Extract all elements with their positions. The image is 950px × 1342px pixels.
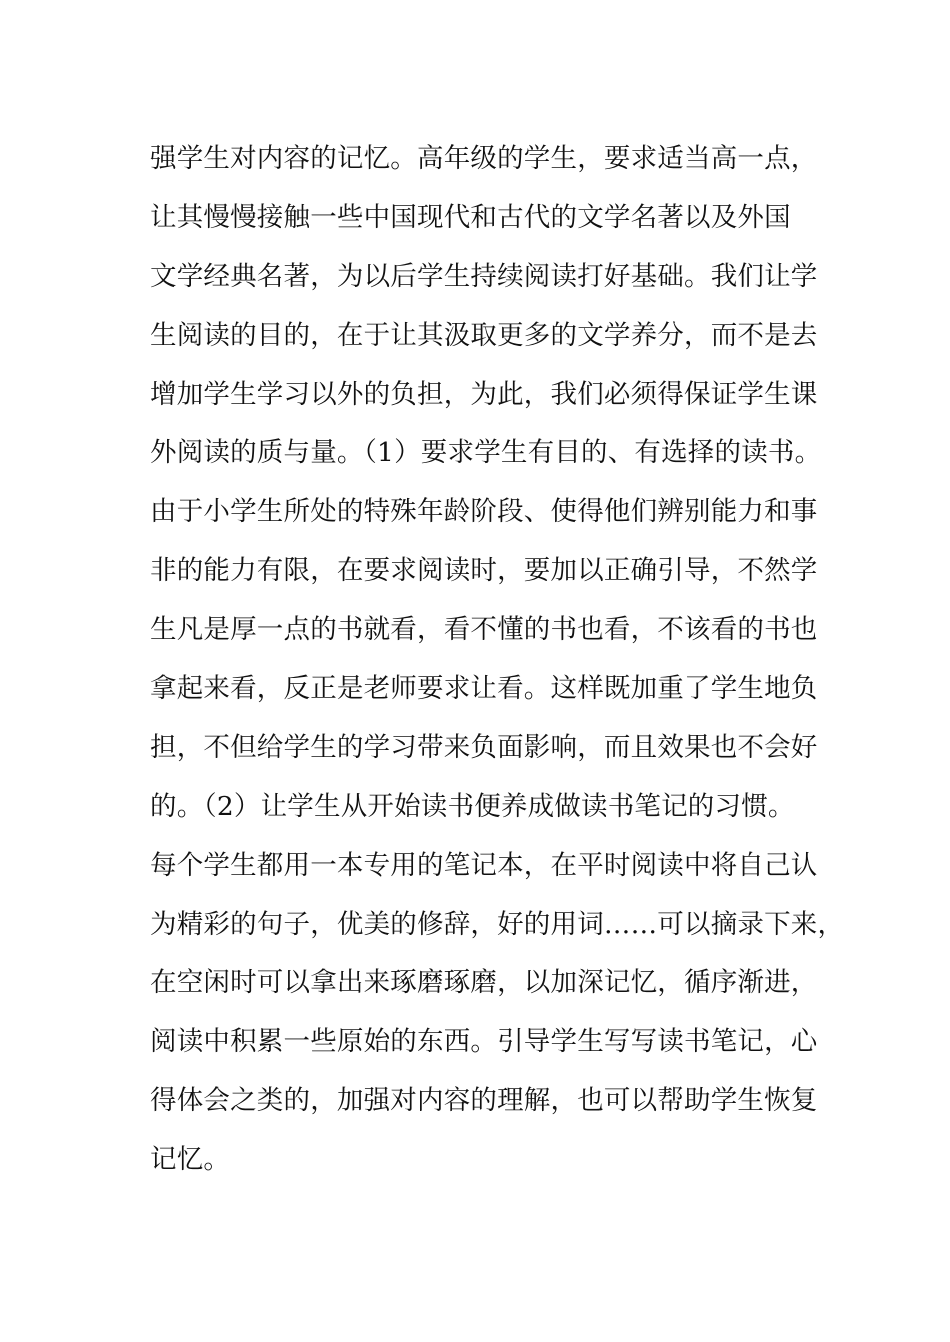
text-line-9: 生凡是厚一点的书就看，看不懂的书也看，不该看的书也 bbox=[150, 614, 818, 646]
text-line-11: 担，不但给学生的学习带来负面影响，而且效果也不会好 bbox=[150, 731, 818, 763]
text-line-10: 拿起来看，反正是老师要求让看。这样既加重了学生地负 bbox=[150, 673, 818, 705]
text-line-18: 记忆。 bbox=[150, 1144, 231, 1176]
text-line-6: 外阅读的质与量。（1）要求学生有目的、有选择的读书。 bbox=[150, 437, 822, 469]
text-line-3: 文学经典名著，为以后学生持续阅读打好基础。我们让学 bbox=[150, 260, 818, 292]
text-line-1: 强学生对内容的记忆。高年级的学生，要求适当高一点， bbox=[150, 143, 818, 174]
text-line-17: 得体会之类的，加强对内容的理解，也可以帮助学生恢复 bbox=[150, 1085, 818, 1117]
text-line-13: 每个学生都用一本专用的笔记本，在平时阅读中将自己认 bbox=[150, 849, 818, 881]
text-line-12: 的。（2）让学生从开始读书便养成做读书笔记的习惯。 bbox=[150, 790, 795, 822]
body-paragraph bbox=[150, 130, 845, 1190]
text-line-5: 增加学生学习以外的负担，为此，我们必须得保证学生课 bbox=[150, 378, 818, 410]
text-line-2: 让其慢慢接触一些中国现代和古代的文学名著以及外国 bbox=[150, 201, 791, 233]
text-line-15: 在空闲时可以拿出来琢磨琢磨，以加深记忆，循序渐进， bbox=[150, 967, 818, 999]
text-line-16: 阅读中积累一些原始的东西。引导学生写写读书笔记，心 bbox=[150, 1026, 818, 1058]
text-line-14: 为精彩的句子，优美的修辞，好的用词……可以摘录下来， bbox=[150, 908, 845, 940]
text-line-4: 生阅读的目的，在于让其汲取更多的文学养分，而不是去 bbox=[150, 319, 818, 351]
text-line-8: 非的能力有限，在要求阅读时，要加以正确引导，不然学 bbox=[150, 555, 818, 587]
text-line-7: 由于小学生所处的特殊年龄阶段、使得他们辨别能力和事 bbox=[150, 496, 818, 528]
